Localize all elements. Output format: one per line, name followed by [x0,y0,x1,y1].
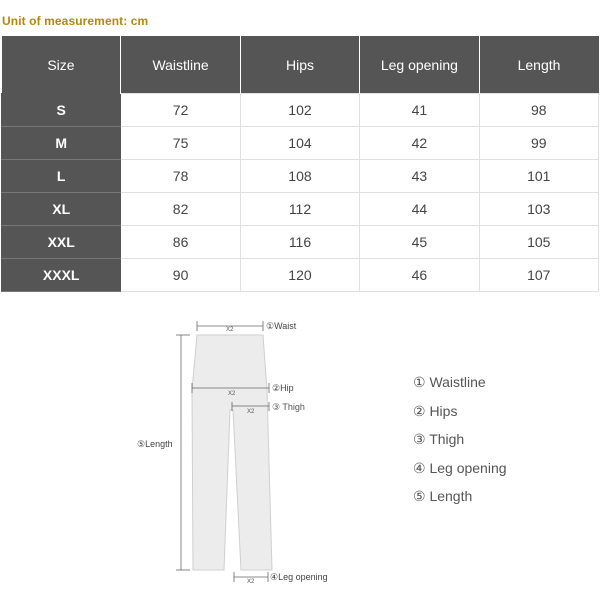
legend-item-leg-opening: ④ Leg opening [413,459,507,476]
waistline-cell: 75 [121,127,240,160]
waistline-cell: 82 [121,193,240,226]
header-size: Size [2,36,121,94]
leg-opening-x2-label: X2 [247,579,255,585]
table-row [2,94,599,127]
hips-cell: 120 [240,259,359,292]
pants-silhouette [192,335,272,570]
size-cell: XL [2,193,121,226]
length-cell: 99 [479,127,598,160]
pants-diagram-svg [0,300,600,612]
thigh-label: ③ Thigh [272,402,305,412]
hip-label: ②Hip [272,383,294,393]
table-row [2,193,599,226]
size-cell: M [2,127,121,160]
header-waistline: Waistline [121,36,240,94]
waistline-cell: 86 [121,226,240,259]
size-chart-table [1,36,599,292]
legend-item-waistline: ① Waistline [413,374,486,390]
waist-label: ①Waist [266,321,297,331]
thigh-x2-label: X2 [247,409,255,415]
length-cell: 107 [479,259,598,292]
leg-opening-cell: 43 [360,160,479,193]
table-row [2,226,599,259]
size-cell: S [2,94,121,127]
length-dimension [176,335,190,570]
unit-of-measurement-label: Unit of measurement: cm [2,14,149,28]
size-cell: XXXL [2,259,121,292]
hips-cell: 116 [240,226,359,259]
waistline-cell: 72 [121,94,240,127]
length-cell: 105 [479,226,598,259]
leg-opening-cell: 44 [360,193,479,226]
measurement-legend [413,372,507,515]
table-row [2,259,599,292]
hips-cell: 102 [240,94,359,127]
header-hips: Hips [240,36,359,94]
hips-cell: 108 [240,160,359,193]
waistline-cell: 90 [121,259,240,292]
header-leg-opening: Leg opening [360,36,479,94]
legend-item-thigh: ③ Thigh [413,431,465,447]
waist-x2-label: X2 [226,327,234,333]
waistline-cell: 78 [121,160,240,193]
legend-item-length: ⑤ Length [413,488,473,504]
hips-cell: 112 [240,193,359,226]
length-cell: 98 [479,94,598,127]
leg-opening-cell: 42 [360,127,479,160]
legend-item-hips: ② Hips [413,402,458,419]
length-cell: 103 [479,193,598,226]
header-length: Length [479,36,598,94]
size-cell: XXL [2,226,121,259]
leg-opening-cell: 46 [360,259,479,292]
table-row [2,127,599,160]
leg-opening-cell: 45 [360,226,479,259]
table-header-row [2,36,599,94]
size-cell: L [2,160,121,193]
leg-opening-label: ④Leg opening [270,572,328,582]
pants-measurement-diagram [0,300,600,612]
length-cell: 101 [479,160,598,193]
leg-opening-cell: 41 [360,94,479,127]
table-row [2,160,599,193]
length-label: ⑤Length [137,439,173,449]
hips-cell: 104 [240,127,359,160]
hip-x2-label: X2 [228,391,236,397]
